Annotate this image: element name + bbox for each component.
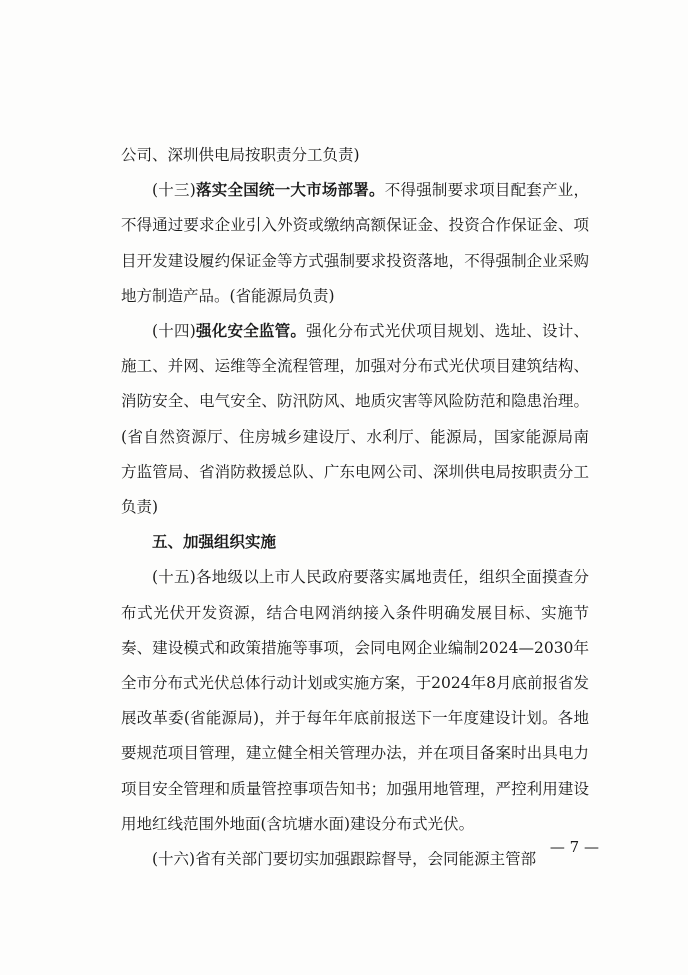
paragraph-number: (十四) [152, 322, 196, 341]
paragraph-15 [121, 560, 589, 842]
page-number: — 7 — [549, 838, 599, 856]
paragraph-14 [121, 314, 589, 525]
paragraph-heading: 落实全国统一大市场部署。 [195, 181, 385, 200]
section-title: 五、加强组织实施 [152, 533, 277, 552]
paragraph-text: 强化分布式光伏项目规划、选址、设计、施工、并网、运维等全流程管理，加强对分布式光伏项目建筑结构、消防安全、电气安全、防汛防风、地质灾害等风险防范和隐患治理。(省自然资源厅、住房城乡建设厅、水利厅、能源局，国家能源局南方监管局、省消防救援总队、广东电网公司、深圳供电局按职责分工负责) [121, 322, 589, 517]
paragraph-13 [121, 173, 589, 314]
paragraph-text: 各地级以上市人民政府要落实属地责任，组织全面摸查分布式光伏开发资源，结合电网消纳接入条件明确发展目标、实施节奏、建设模式和政策措施等事项，会同电网企业编制2024—2030年全市分布式光伏总体行动计划或实施方案，于2024年8月底前报省发展改革委(省能源局)，并于每年年底前报送下一年度建设计划。各地要规范项目管理，建立健全相关管理办法，并在项目备案时出具电力项目安全管理和质量管控事项告知书；加强用地管理，严控利用建设用地红线范围外地面(含坑塘水面)建设分布式光伏。 [121, 568, 589, 833]
paragraph-continuation [121, 138, 589, 173]
paragraph-number: (十六) [152, 850, 196, 869]
paragraph-text: 不得强制要求项目配套产业，不得通过要求企业引入外资或缴纳高额保证金、投资合作保证金、项目开发建设履约保证金等方式强制要求投资落地，不得强制企业采购地方制造产品。(省能源局负责) [121, 181, 589, 305]
document-body [121, 138, 589, 877]
paragraph-text: 省有关部门要切实加强跟踪督导，会同能源主管部 [195, 850, 537, 869]
paragraph-number: (十三) [152, 181, 196, 200]
paragraph-heading: 强化安全监管。 [195, 322, 307, 341]
paragraph-number: (十五) [152, 568, 196, 587]
paragraph-text: 公司、深圳供电局按职责分工负责) [121, 146, 360, 164]
